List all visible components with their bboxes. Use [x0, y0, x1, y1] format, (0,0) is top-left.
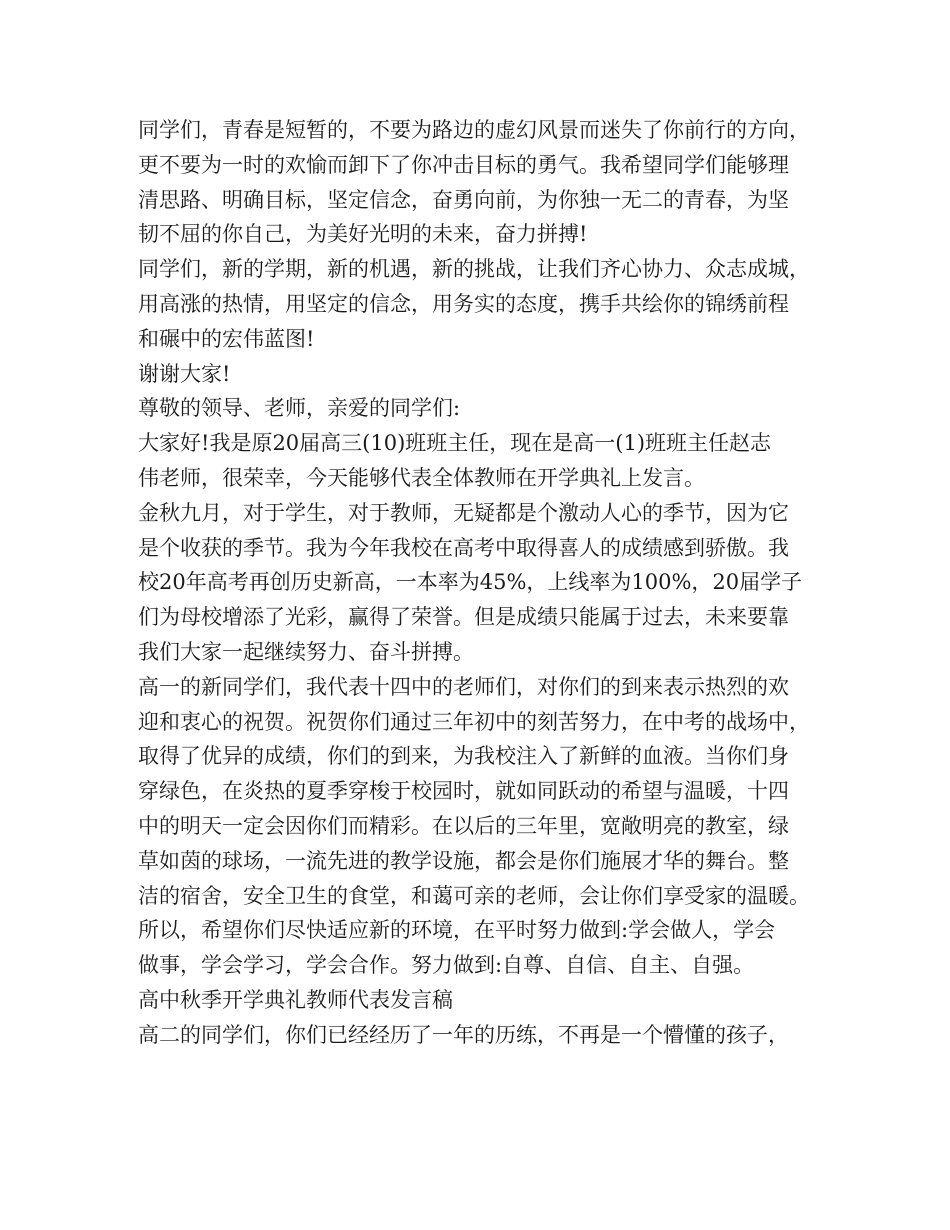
text-line: 高二的同学们，你们已经经历了一年的历练，不再是一个懵懂的孩子， — [138, 1022, 789, 1047]
text-line: 校20年高考再创历史新高，一本率为45%，上线率为100%，20届学子 — [138, 570, 803, 595]
section-title: 高中秋季开学典礼教师代表发言稿 — [138, 987, 453, 1012]
text-line: 草如茵的球场，一流先进的教学设施，都会是你们施展才华的舞台。整 — [138, 848, 789, 873]
text-line: 们为母校增添了光彩，赢得了荣誉。但是成绩只能属于过去，未来要靠 — [138, 605, 789, 630]
text-line: 穿绿色，在炎热的夏季穿梭于校园时，就如同跃动的希望与温暖，十四 — [138, 779, 789, 804]
document-body — [138, 113, 828, 1053]
text-line: 尊敬的领导、老师，亲爱的同学们: — [138, 396, 461, 421]
text-line: 伟老师，很荣幸，今天能够代表全体教师在开学典礼上发言。 — [138, 465, 705, 490]
text-line: 中的明天一定会因你们而精彩。在以后的三年里，宽敞明亮的教室，绿 — [138, 813, 789, 838]
text-line: 高一的新同学们，我代表十四中的老师们，对你们的到来表示热烈的欢 — [138, 674, 789, 699]
text-line: 更不要为一时的欢愉而卸下了你冲击目标的勇气。我希望同学们能够理 — [138, 152, 789, 177]
text-line: 金秋九月，对于学生，对于教师，无疑都是个激动人心的季节，因为它 — [138, 500, 789, 525]
text-line: 韧不屈的你自己，为美好光明的未来，奋力拼搏! — [138, 222, 588, 247]
text-line: 清思路、明确目标，坚定信念，奋勇向前，为你独一无二的青春，为坚 — [138, 187, 789, 212]
text-line: 同学们，青春是短暂的，不要为路边的虚幻风景而迷失了你前行的方向， — [138, 118, 810, 142]
text-line: 做事，学会学习，学会合作。努力做到:自尊、自信、自主、自强。 — [138, 953, 755, 978]
text-line: 大家好!我是原20届高三(10)班班主任，现在是高一(1)班班主任赵志 — [138, 431, 772, 456]
text-line: 所以，希望你们尽快适应新的环境，在平时努力做到:学会做人，学会 — [138, 918, 776, 943]
text-line: 是个收获的季节。我为今年我校在高考中取得喜人的成绩感到骄傲。我 — [138, 535, 789, 560]
text-line: 谢谢大家! — [138, 361, 231, 386]
text-line: 洁的宿舍，安全卫生的食堂，和蔼可亲的老师，会让你们享受家的温暖。 — [138, 883, 810, 908]
text-line: 迎和衷心的祝贺。祝贺你们通过三年初中的刻苦努力，在中考的战场中， — [138, 709, 810, 734]
text-line: 取得了优异的成绩，你们的到来，为我校注入了新鲜的血液。当你们身 — [138, 744, 789, 769]
text-line: 同学们，新的学期，新的机遇，新的挑战，让我们齐心协力、众志成城， — [138, 257, 810, 282]
text-line: 和碾中的宏伟蓝图! — [138, 326, 315, 351]
text-line: 我们大家一起继续努力、奋斗拼搏。 — [138, 639, 474, 664]
text-line: 用高涨的热情，用坚定的信念，用务实的态度，携手共绘你的锦绣前程 — [138, 291, 789, 316]
